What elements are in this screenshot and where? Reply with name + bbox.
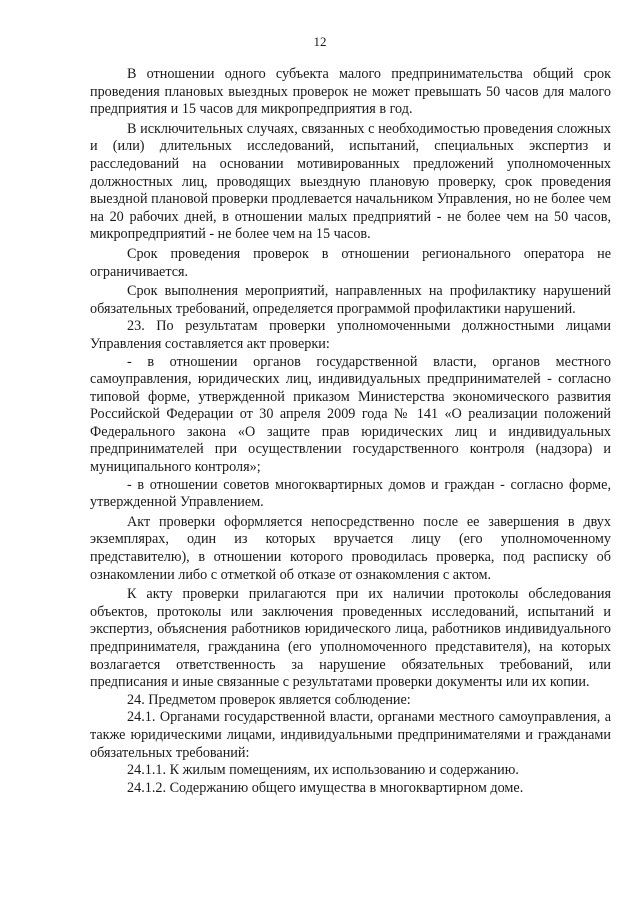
list-item: - в отношении органов государственной власти, органов местного самоуправления, юридических лиц, индивидуальных предпринимателей - согласно типовой форме, утвержденной приказом Министерства экономического развития Российской Федерации от 30 апреля 2009 года № 141 «О реализации положений Федерального закона «О защите прав юридических лиц и индивидуальных предпринимателей при осуществлении государственного контроля (надзора) и муниципального контроля»; — [90, 353, 611, 476]
paragraph: 24. Предметом проверок является соблюдение: — [127, 691, 411, 708]
paragraph: 24.1.2. Содержанию общего имущества в многоквартирном доме. — [127, 779, 524, 796]
document-body — [90, 66, 611, 797]
paragraph: Срок проведения проверок в отношении регионального оператора не ограничивается. — [90, 245, 611, 280]
paragraph: 24.1.1. К жилым помещениям, их использованию и содержанию. — [127, 762, 519, 779]
paragraph: 24.1. Органами государственной власти, органами местного самоуправления, а также юридическими лицами, индивидуальными предпринимателями и гражданами обязательных требований: — [90, 709, 611, 761]
page-number: 12 — [313, 34, 327, 49]
paragraph: Акт проверки оформляется непосредственно после ее завершения в двух экземплярах, один из которых вручается лицу (его уполномоченному представителю), в отношении которого проводилась проверка, под расписку об ознакомлении либо с отметкой об отказе от ознакомления с актом. — [90, 513, 611, 583]
paragraph: В исключительных случаях, связанных с необходимостью проведения сложных и (или) длительных исследований, испытаний, специальных экспертиз и расследований на основании мотивированных предложений уполномоченных должностных лиц, проводящих выездную плановую проверку, срок проведения выездной плановой проверки продлевается начальником Управления, но не более чем на 20 рабочих дней, в отношении малых предприятий - не более чем на 50 часов, микропредприятий - не более чем на 15 часов. — [90, 120, 611, 243]
paragraph: В отношении одного субъекта малого предпринимательства общий срок проведения плановых выездных проверок не может превышать 50 часов для малого предприятия и 15 часов для микропредприятия в год. — [90, 66, 611, 118]
list-item: - в отношении советов многоквартирных домов и граждан - согласно форме, утвержденной Управлением. — [90, 476, 611, 511]
paragraph: К акту проверки прилагаются при их наличии протоколы обследования объектов, протоколы или заключения проведенных исследований, испытаний и экспертиз, объяснения работников юридического лица, работников индивидуального предпринимателя, гражданина (его уполномоченного представителя), на которых возлагается ответственность за нарушение обязательных требований, или предписания и иные связанные с результатами проверки документы или их копии. — [90, 586, 611, 691]
paragraph: 23. По результатам проверки уполномоченными должностными лицами Управления составляется акт проверки: — [90, 318, 611, 352]
paragraph: Срок выполнения мероприятий, направленных на профилактику нарушений обязательных требований, определяется программой профилактики нарушений. — [90, 283, 611, 317]
